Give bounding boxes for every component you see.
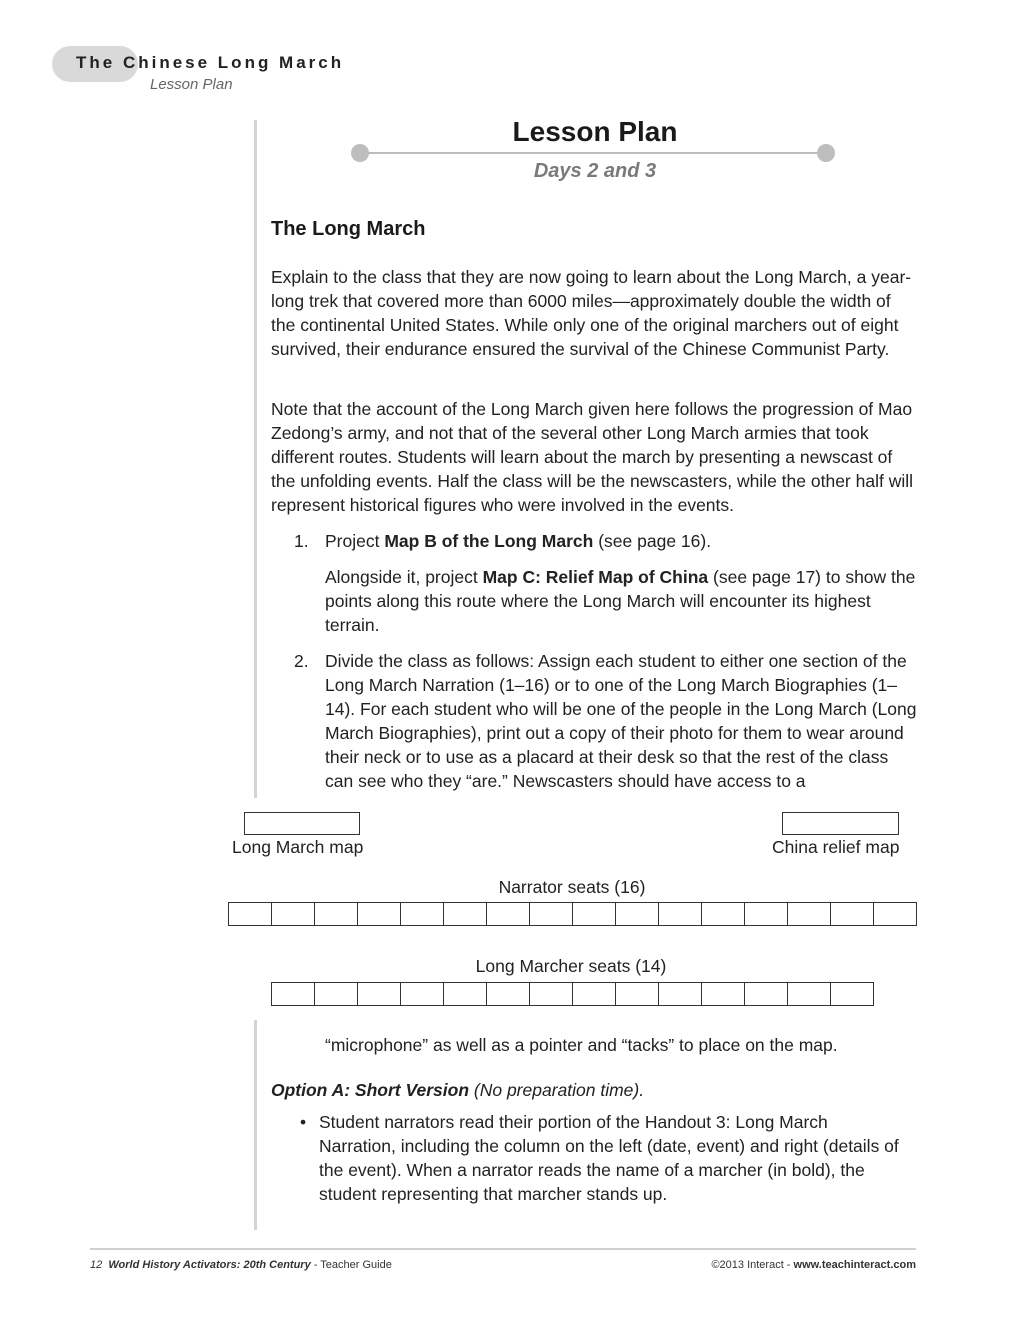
margin-rule-top (254, 120, 257, 798)
option-a-heading: Option A: Short Version (No preparation time). (271, 1080, 645, 1100)
divider-dot-left (351, 144, 369, 162)
narrator-seat (744, 902, 788, 926)
narrator-seat (228, 902, 272, 926)
marcher-seat (658, 982, 702, 1006)
page-number: 12 (90, 1259, 103, 1271)
item-2-continuation: “microphone” as well as a pointer and “tacks” to place on the map. (325, 1035, 838, 1055)
narrator-seat (271, 902, 315, 926)
title-divider (360, 152, 826, 154)
page-title: Lesson Plan (512, 116, 678, 147)
marcher-seat (400, 982, 444, 1006)
narrator-seat (873, 902, 917, 926)
item-number: 1. (294, 531, 309, 551)
marcher-seat (830, 982, 874, 1006)
footer-right: ©2013 Interact - www.teachinteract.com (711, 1259, 916, 1271)
running-header-subtitle: Lesson Plan (150, 76, 233, 93)
item-2-text: Divide the class as follows: Assign each student to either one section of the Long March Narration (1–16) or to one of the Long March Biographies (1–14). For each student who will be one of the people in the Long March (Long March Biographies), print out a copy of their photo for them to wear around their neck or to use as a placard at their desk so that the rest of the class can see who they “are.” Newscasters should have access to a (325, 651, 917, 791)
narrator-seat (658, 902, 702, 926)
page-subtitle: Days 2 and 3 (533, 160, 657, 182)
section-heading: The Long March (271, 218, 426, 240)
item-number: 2. (294, 651, 309, 671)
narrator-seat (701, 902, 745, 926)
paragraph-intro: Explain to the class that they are now going to learn about the Long March, a year-long trek that covered more than 6000 miles—approximately double the width of the continental United States. While only one of the original marchers out of eight survived, their endurance ensured the survival of the Chinese Communist Party. (271, 267, 912, 359)
marcher-seat (357, 982, 401, 1006)
narrator-seat (486, 902, 530, 926)
narrator-seat (400, 902, 444, 926)
marcher-seat (443, 982, 487, 1006)
marcher-seat (529, 982, 573, 1006)
marcher-seat-row (271, 982, 874, 1006)
footer-rule (90, 1248, 916, 1250)
narrator-seat (787, 902, 831, 926)
long-march-map-label: Long March map (232, 837, 364, 857)
marcher-seat (615, 982, 659, 1006)
running-header-title: The Chinese Long March (76, 53, 345, 72)
marcher-seat (314, 982, 358, 1006)
china-relief-map-label: China relief map (772, 837, 900, 857)
marcher-seat (701, 982, 745, 1006)
china-relief-map-box (782, 812, 899, 835)
narrator-seat (357, 902, 401, 926)
narrator-seat (314, 902, 358, 926)
marcher-seat (271, 982, 315, 1006)
narrator-seat (615, 902, 659, 926)
narrator-seat (529, 902, 573, 926)
option-a-bullet-text: Student narrators read their portion of the Handout 3: Long March Narration, including the column on the left (date, event) and right (details of the event). When a narrator reads the name of a marcher (in bold), the student representing that marcher stands up. (319, 1112, 899, 1204)
narrator-seat (830, 902, 874, 926)
marcher-seat (572, 982, 616, 1006)
narrator-seat-row (228, 902, 917, 926)
narrator-seats-label: Narrator seats (16) (498, 877, 646, 897)
item-1-subtext: Alongside it, project Map C: Relief Map of China (see page 17) to show the points along this route where the Long March will encounter its highest terrain. (325, 567, 916, 635)
marcher-seat (744, 982, 788, 1006)
marcher-seat (787, 982, 831, 1006)
paragraph-note: Note that the account of the Long March given here follows the progression of Mao Zedong’s army, and not that of the several other Long March armies that took different routes. Students will learn about the march by presenting a newscast of the unfolding events. Half the class will be the newscasters, while the other half will represent historical figures who were involved in the events. (271, 399, 913, 515)
item-1-text: Project Map B of the Long March (see page 16). (325, 531, 712, 551)
marcher-seats-label: Long Marcher seats (14) (475, 956, 667, 976)
footer-left: 12 World History Activators: 20th Century - Teacher Guide (90, 1259, 392, 1271)
long-march-map-box (244, 812, 360, 835)
narrator-seat (572, 902, 616, 926)
divider-dot-right (817, 144, 835, 162)
website-link[interactable]: www.teachinteract.com (793, 1259, 916, 1271)
bullet-icon: • (300, 1112, 307, 1132)
marcher-seat (486, 982, 530, 1006)
margin-rule-bottom (254, 1020, 257, 1230)
narrator-seat (443, 902, 487, 926)
